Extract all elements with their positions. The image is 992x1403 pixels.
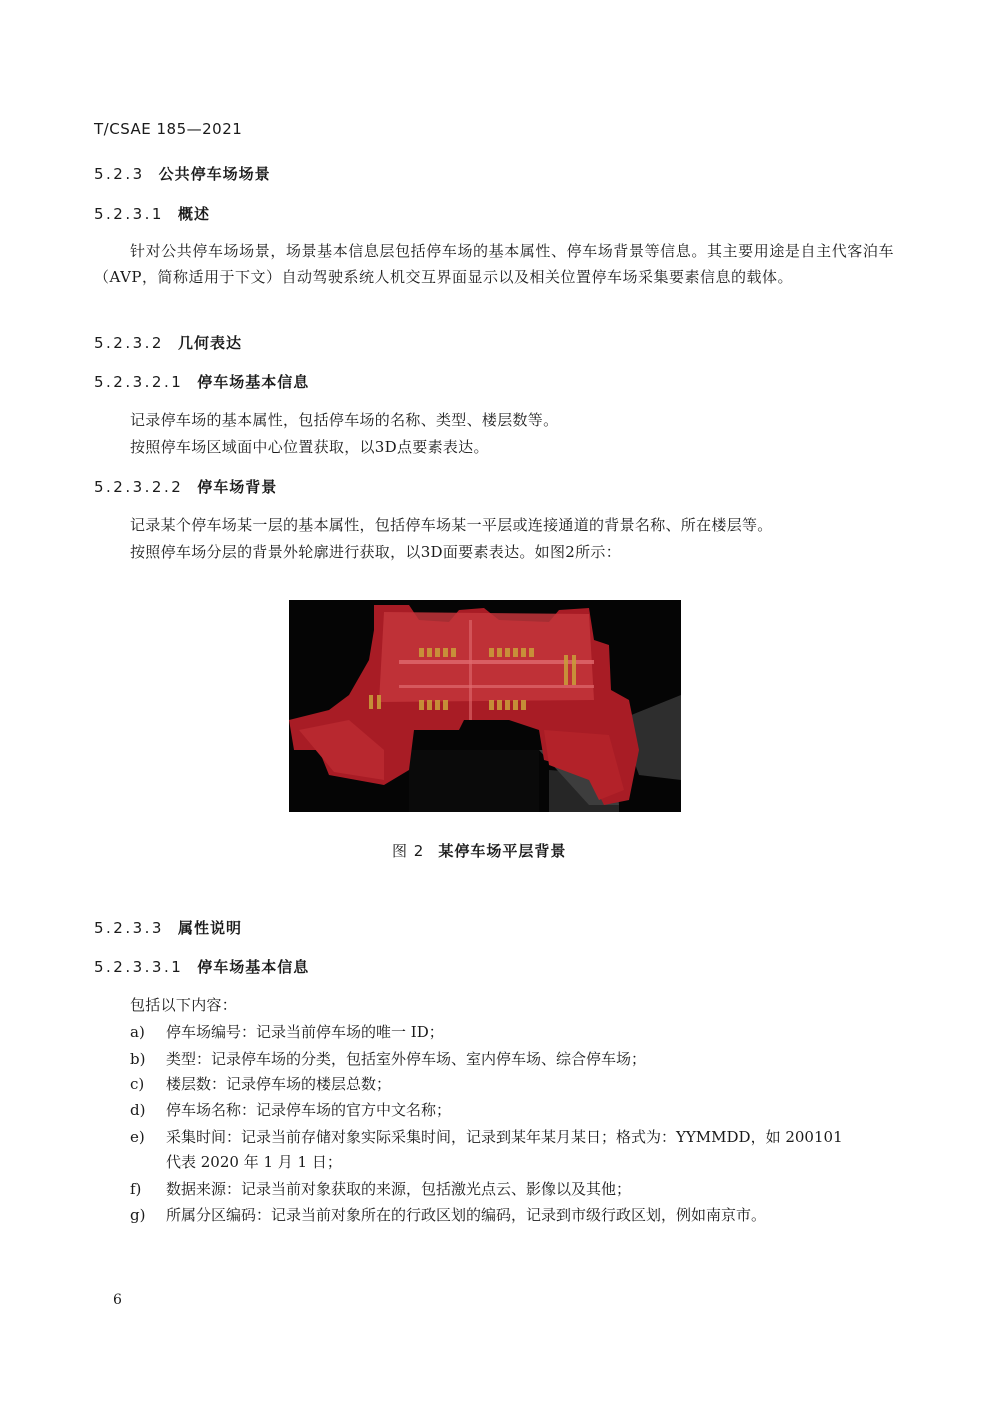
standard-code: T/CSAE 185—2021 xyxy=(94,120,243,138)
section-title: 停车场背景 xyxy=(197,478,278,496)
section-number: 5.2.3.2 xyxy=(94,334,164,352)
list-marker: d) xyxy=(130,1101,146,1119)
list-intro: 包括以下内容： xyxy=(130,996,238,1014)
figure-caption xyxy=(392,840,566,861)
list-text: 停车场编号：记录当前停车场的唯一 ID； xyxy=(166,1023,444,1041)
section-number: 5.2.3 xyxy=(94,165,145,183)
section-heading-5-2-3-3 xyxy=(94,917,242,938)
list-item xyxy=(130,1178,631,1199)
list-item-continuation: 代表 2020 年 1 月 1 日； xyxy=(166,1153,342,1171)
list-item xyxy=(130,1021,444,1042)
list-marker: e) xyxy=(130,1128,145,1146)
figure-number: 图 2 xyxy=(392,842,425,860)
list-item xyxy=(130,1048,646,1069)
list-marker: g) xyxy=(130,1206,146,1224)
list-item xyxy=(130,1099,451,1120)
section-title: 停车场基本信息 xyxy=(197,958,310,976)
section-title: 公共停车场场景 xyxy=(158,165,271,183)
list-item xyxy=(130,1204,766,1225)
list-marker: f) xyxy=(130,1180,142,1198)
figure-title: 某停车场平层背景 xyxy=(438,842,567,860)
section-heading-5-2-3-1 xyxy=(94,203,210,224)
page-number: 6 xyxy=(113,1292,122,1308)
list-marker: c) xyxy=(130,1075,145,1093)
basic-info-line-1: 记录停车场的基本属性，包括停车场的名称、类型、楼层数等。 xyxy=(130,411,559,429)
section-title: 概述 xyxy=(177,205,210,223)
section-heading-5-2-3 xyxy=(94,163,271,184)
section-heading-5-2-3-3-1 xyxy=(94,956,309,977)
list-text: 采集时间：记录当前存储对象实际采集时间，记录到某年某月某日；格式为：YYMMDD，如 200101 xyxy=(166,1128,843,1146)
section-heading-5-2-3-2-1 xyxy=(94,371,309,392)
section-number: 5.2.3.3.1 xyxy=(94,958,184,976)
parking-floor-3d-map xyxy=(289,600,681,812)
list-text: 数据来源：记录当前对象获取的来源，包括激光点云、影像以及其他； xyxy=(166,1180,632,1198)
list-text: 所属分区编码：记录当前对象所在的行政区划的编码，记录到市级行政区划，例如南京市。 xyxy=(166,1206,767,1224)
section-number: 5.2.3.1 xyxy=(94,205,164,223)
list-text: 楼层数：记录停车场的楼层总数； xyxy=(166,1075,392,1093)
list-marker: b) xyxy=(130,1050,146,1068)
section-number: 5.2.3.2.2 xyxy=(94,478,184,496)
section-heading-5-2-3-2 xyxy=(94,332,242,353)
section-heading-5-2-3-2-2 xyxy=(94,476,277,497)
background-line-2: 按照停车场分层的背景外轮廓进行获取，以3D面要素表达。如图2所示： xyxy=(130,543,622,561)
section-number: 5.2.3.3 xyxy=(94,919,164,937)
list-marker: a) xyxy=(130,1023,145,1041)
parking-floor-figure xyxy=(289,600,681,812)
overview-paragraph: 针对公共停车场场景，场景基本信息层包括停车场的基本属性、停车场背景等信息。其主要用途是自主代客泊车（AVP，简称适用于下文）自动驾驶系统人机交互界面显示以及相关位置停车场采集要素信息的载体。 xyxy=(94,242,894,286)
background-line-1: 记录某个停车场某一层的基本属性，包括停车场某一平层或连接通道的背景名称、所在楼层等。 xyxy=(130,516,773,534)
list-item xyxy=(130,1126,843,1147)
list-text: 类型：记录停车场的分类，包括室外停车场、室内停车场、综合停车场； xyxy=(166,1050,647,1068)
section-number: 5.2.3.2.1 xyxy=(94,373,184,391)
section-title: 属性说明 xyxy=(177,919,242,937)
section-title: 几何表达 xyxy=(177,334,242,352)
section-title: 停车场基本信息 xyxy=(197,373,310,391)
list-text: 停车场名称：记录停车场的官方中文名称； xyxy=(166,1101,452,1119)
basic-info-line-2: 按照停车场区域面中心位置获取，以3D点要素表达。 xyxy=(130,438,489,456)
list-item xyxy=(130,1073,391,1094)
